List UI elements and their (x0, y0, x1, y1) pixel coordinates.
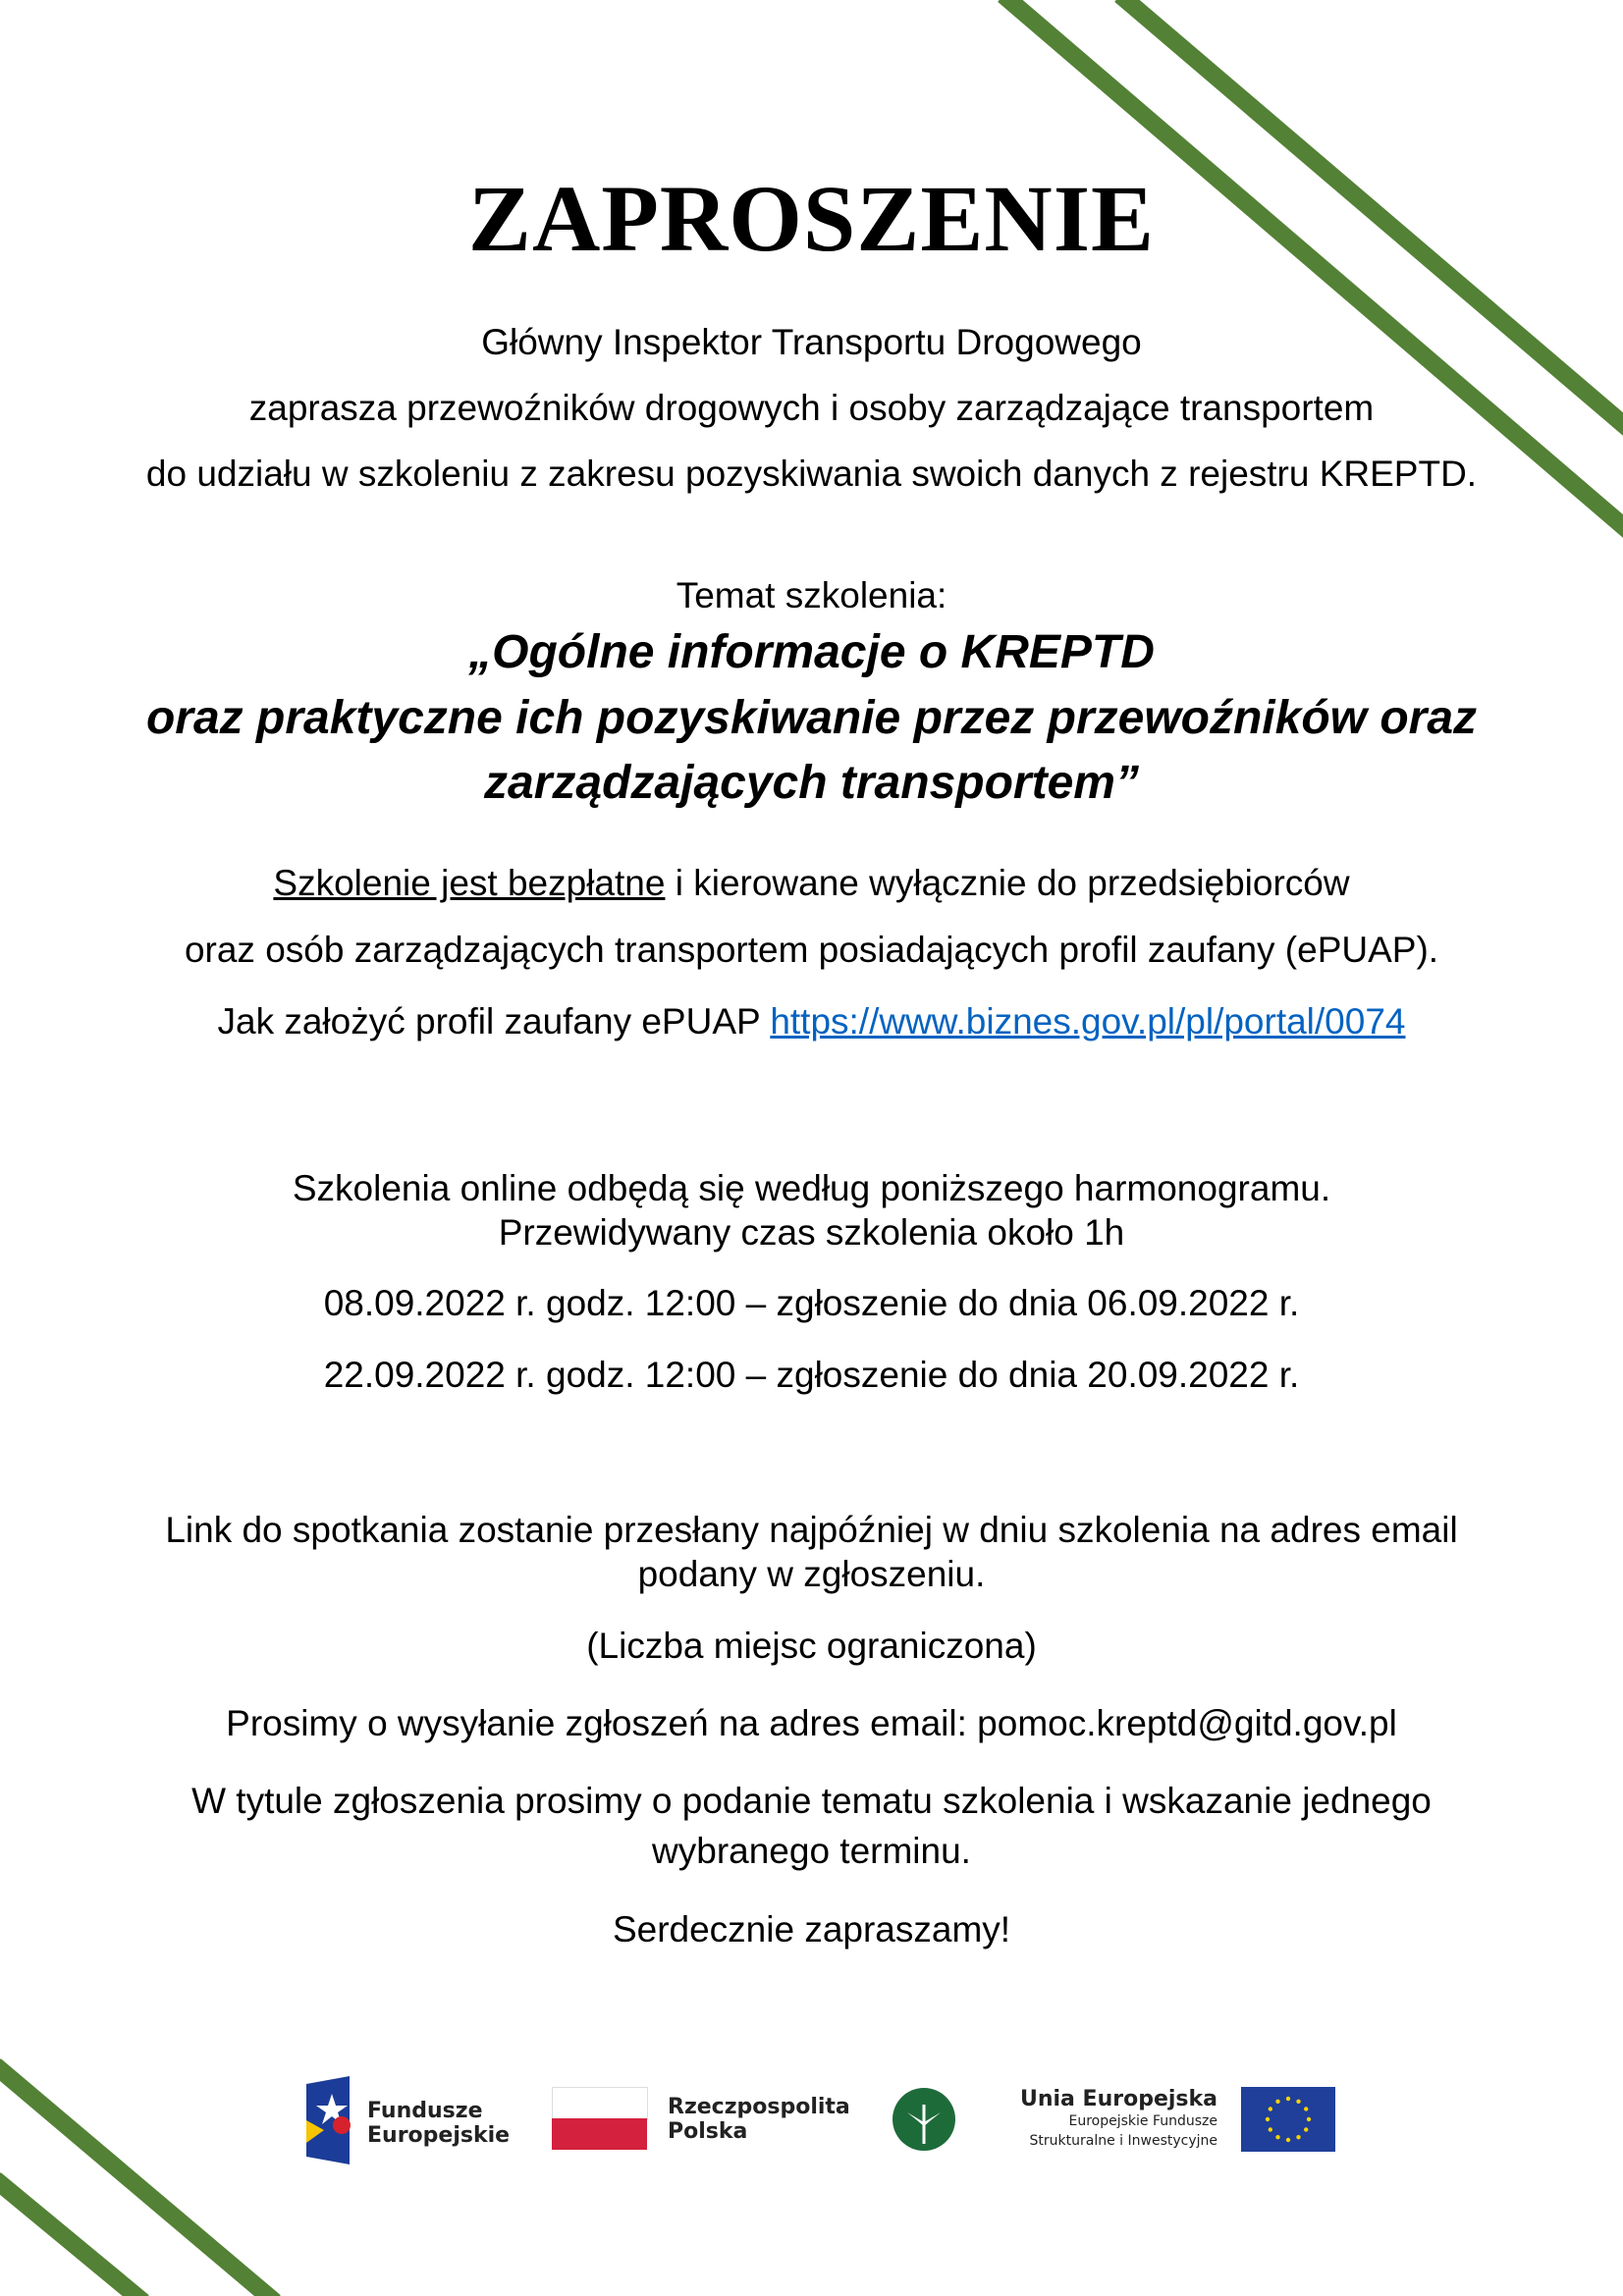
eu-star-icon (1275, 2135, 1279, 2139)
topic-line: zarządzających transportem” (484, 757, 1139, 809)
eu-star-icon (1269, 2127, 1272, 2131)
unia-europejska-logo (1021, 2071, 1335, 2179)
eu-star-icon (1296, 2135, 1300, 2139)
funding-logos (295, 2071, 1335, 2179)
intro-line: do udziału w szkoleniu z zakresu pozyskiwania swoich danych z rejestru KREPTD. (145, 454, 1478, 494)
eu-star-icon (1304, 2107, 1308, 2110)
itd-emblem-icon (892, 2087, 956, 2152)
eu-star-icon (1286, 2138, 1290, 2142)
rp-text: Polska (668, 2119, 748, 2144)
intro-line: zaprasza przewoźników drogowych i osoby zarządzające transportem (248, 388, 1375, 428)
page-title: ZAPROSZENIE (467, 166, 1156, 271)
schedule-date: 22.09.2022 r. godz. 12:00 – zgłoszenie do dnia 20.09.2022 r. (323, 1355, 1300, 1395)
eu-flag-icon (1241, 2087, 1335, 2152)
schedule-duration: Przewidywany czas szkolenia około 1h (498, 1212, 1125, 1253)
eu-star-icon (1266, 2117, 1270, 2121)
epuap-prefix: Jak założyć profil zaufany ePUAP (217, 1001, 771, 1041)
schedule-intro: Szkolenia online odbędą się według poniższego harmonogramu. (292, 1168, 1331, 1208)
topic-line: „Ogólne informacje o KREPTD (468, 626, 1155, 678)
pl-flag-white (552, 2087, 648, 2120)
epuap-link[interactable]: https://www.biznes.gov.pl/pl/portal/0074 (770, 1001, 1406, 1041)
fe-text: Fundusze (367, 2099, 483, 2123)
eu-star-icon (1286, 2097, 1290, 2101)
meeting-link-info: podany w zgłoszeniu. (637, 1554, 986, 1594)
rp-text: Rzeczpospolita (668, 2095, 850, 2119)
ue-subtext: Strukturalne i Inwestycyjne (1029, 2133, 1217, 2149)
free-training-rest: i kierowane wyłącznie do przedsiębiorców (665, 863, 1350, 903)
free-training-emphasis: Szkolenie jest bezpłatne (273, 863, 666, 903)
closing: Serdecznie zapraszamy! (612, 1909, 1011, 1949)
free-training-text (0, 862, 1623, 905)
meeting-link-info: Link do spotkania zostanie przesłany najpóźniej w dniu szkolenia na adres email (165, 1510, 1458, 1550)
fe-flag-icon (306, 2076, 353, 2164)
intro-line: Główny Inspektor Transportu Drogowego (481, 322, 1142, 362)
eu-star-icon (1269, 2107, 1272, 2110)
eu-star-icon (1307, 2117, 1311, 2121)
limited-seats: (Liczba miejsc ograniczona) (586, 1626, 1037, 1666)
topic-label: Temat szkolenia: (676, 575, 947, 615)
epuap-text (0, 1000, 1623, 1043)
topic-line: oraz praktyczne ich pozyskiwanie przez przewoźników oraz (145, 692, 1478, 744)
ue-subtext: Europejskie Fundusze (1068, 2113, 1217, 2129)
fundusze-europejskie-logo (306, 2071, 511, 2179)
eu-star-icon (1296, 2100, 1300, 2104)
email-info: Prosimy o wysyłanie zgłoszeń na adres email: pomoc.kreptd@gitd.gov.pl (226, 1703, 1397, 1743)
fe-text: Europejskie (367, 2123, 511, 2148)
pl-flag-red (552, 2118, 647, 2150)
ue-text: Unia Europejska (1019, 2087, 1217, 2111)
audience-text: oraz osób zarządzających transportem posiadających profil zaufany (ePUAP). (184, 930, 1439, 970)
rzeczpospolita-polska-logo (552, 2071, 850, 2179)
eu-star-icon (1275, 2100, 1279, 2104)
eu-star-icon (1304, 2127, 1308, 2131)
schedule-date: 08.09.2022 r. godz. 12:00 – zgłoszenie do dnia 06.09.2022 r. (323, 1283, 1300, 1323)
subject-info: W tytule zgłoszenia prosimy o podanie tematu szkolenia i wskazanie jednego (191, 1781, 1432, 1821)
itd-emblem-logo (892, 2071, 960, 2179)
subject-info: wybranego terminu. (652, 1831, 971, 1871)
